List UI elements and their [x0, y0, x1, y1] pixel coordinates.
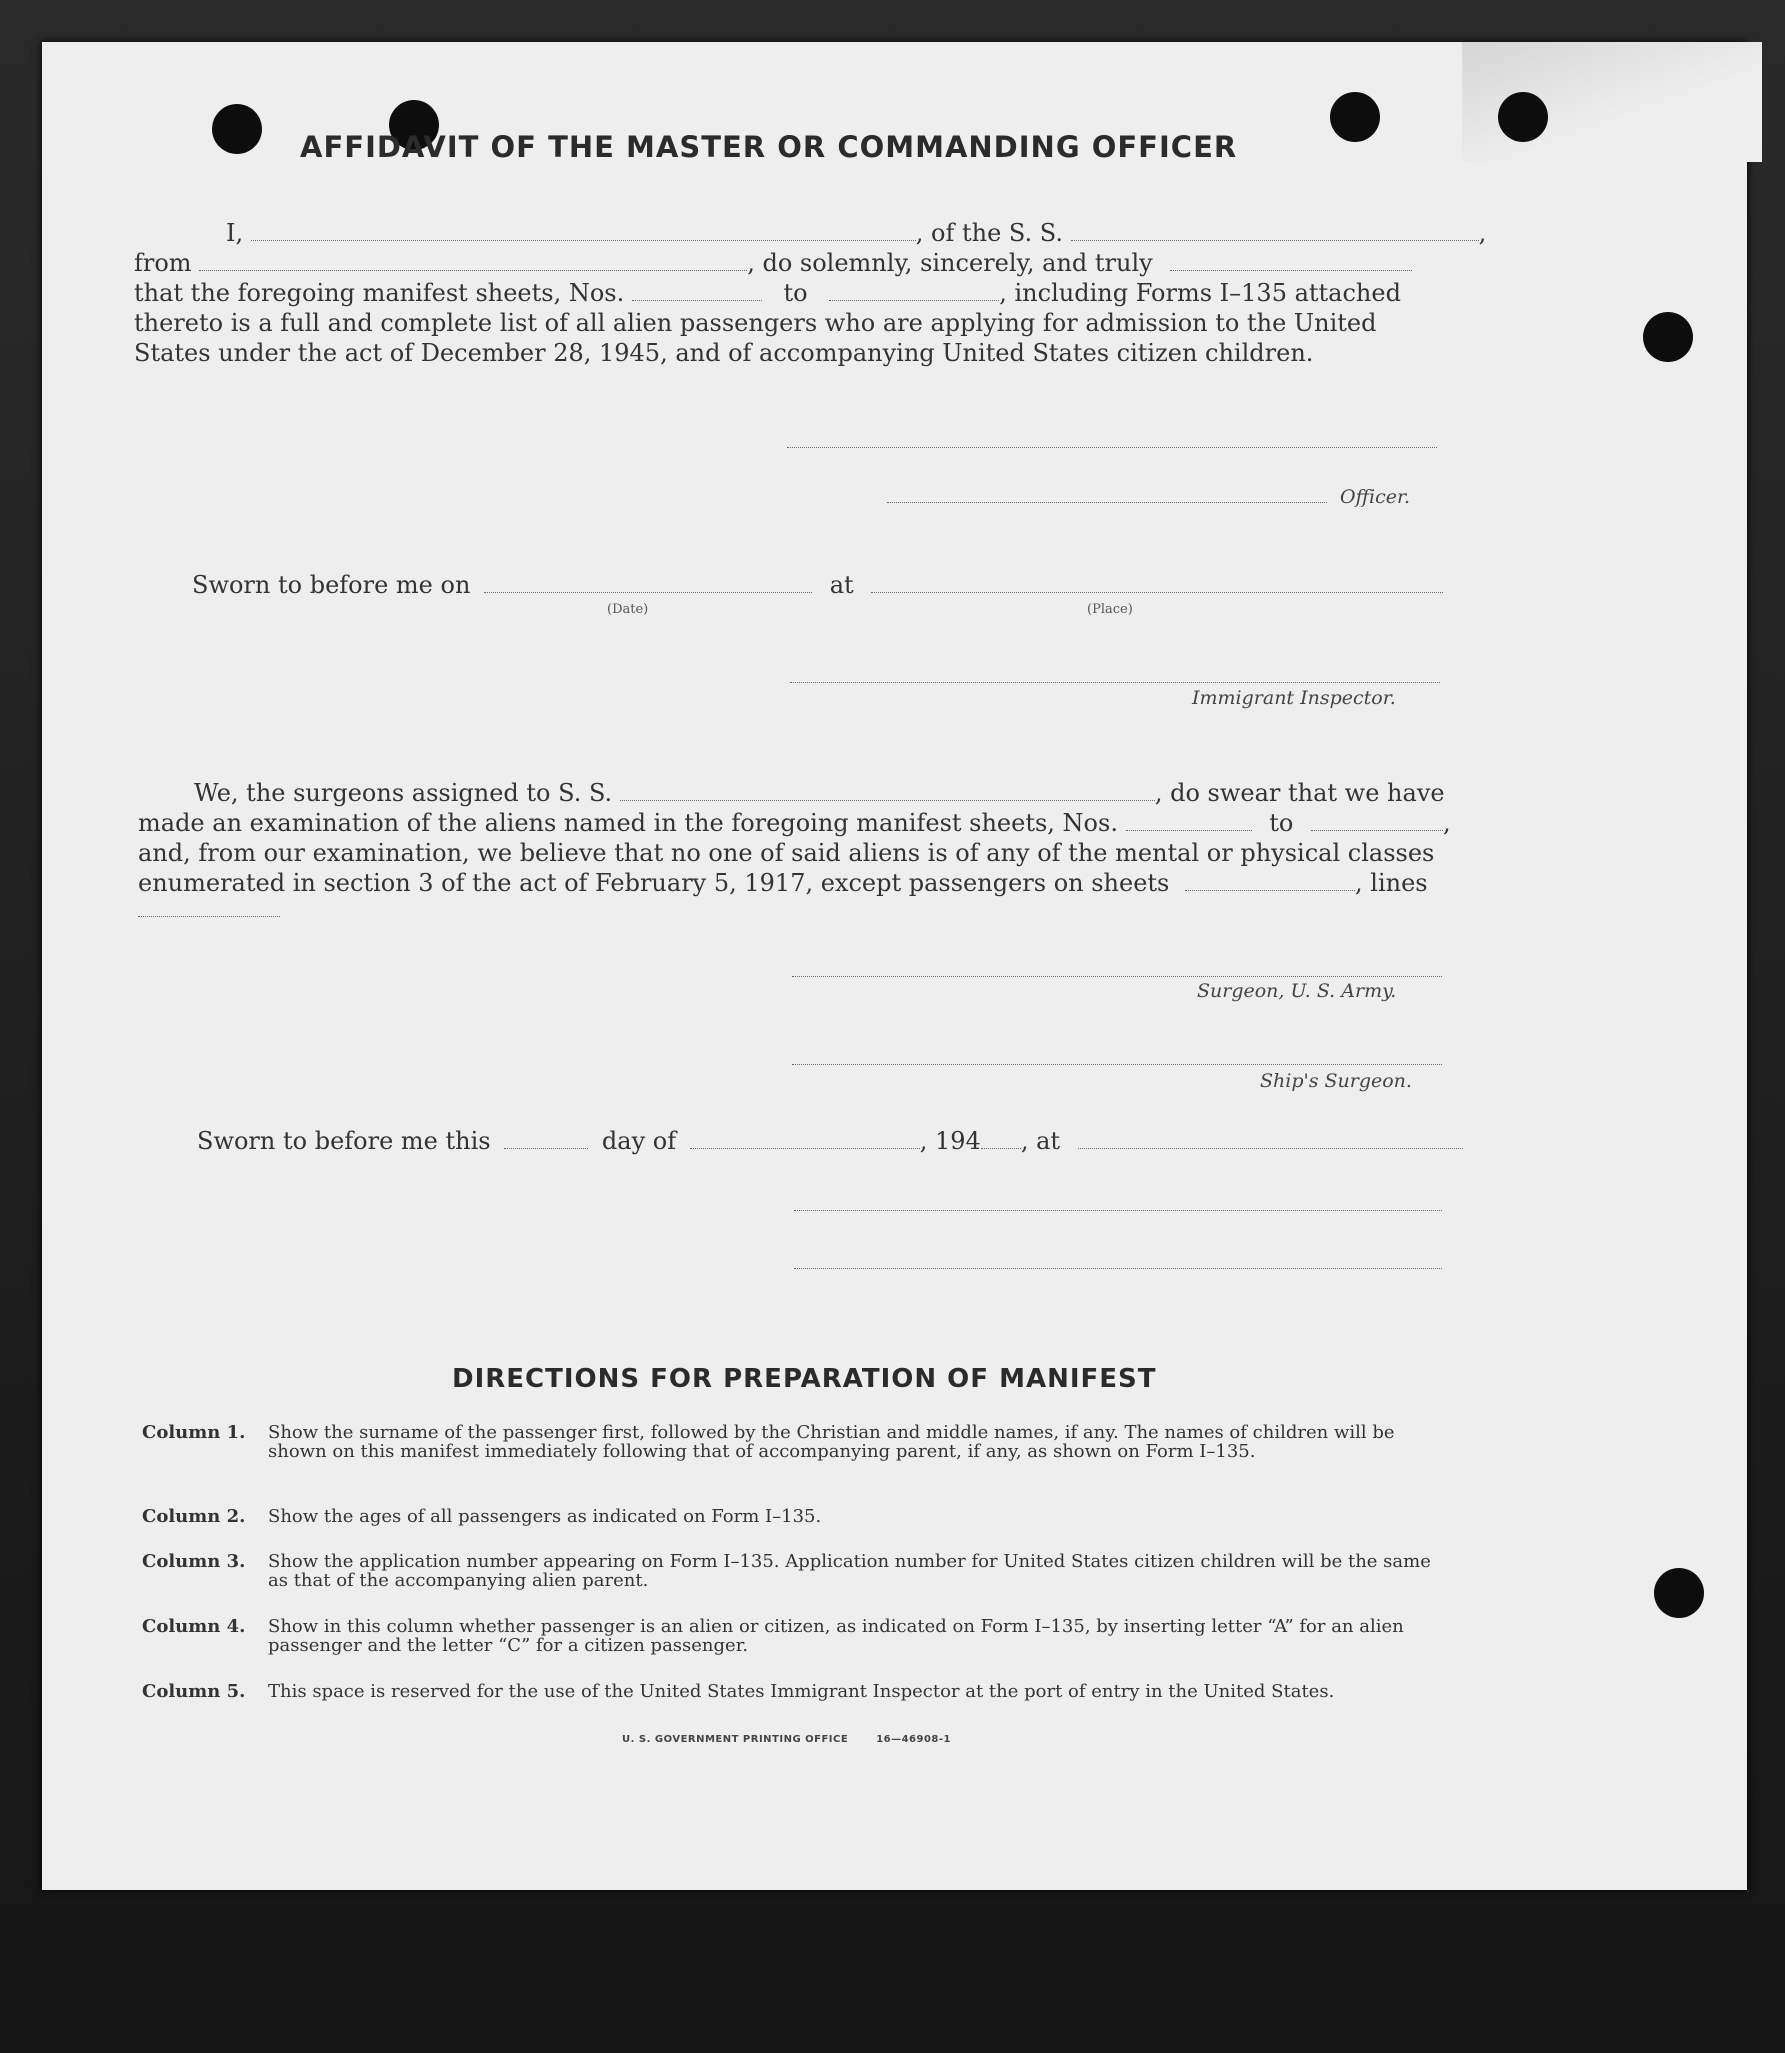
surgeons-line-4: enumerated in section 3 of the act of February 5, 1917, except passengers on sheets , lines [138, 869, 1428, 897]
direction-text: This space is reserved for the use of the United States Immigrant Inspector at the port of entry in the United States. [268, 1681, 1335, 1702]
punch-hole [1643, 312, 1693, 362]
document-page [42, 42, 1747, 1890]
punch-hole [1330, 92, 1380, 142]
army-surgeon-caption: Surgeon, U. S. Army. [1197, 980, 1397, 1002]
direction-text: Show the application number appearing on Form I–135. Application number for United States citizen children will be the same as that of the accompanying alien parent. [268, 1551, 1431, 1591]
oath-field[interactable] [1170, 248, 1412, 271]
sheets-to-field[interactable] [829, 278, 999, 301]
affidavit-line-3: that the foregoing manifest sheets, Nos. to , including Forms I–135 attached [134, 279, 1401, 307]
direction-label: Column 4. [142, 1616, 246, 1637]
punch-hole [1654, 1568, 1704, 1618]
direction-label: Column 2. [142, 1506, 246, 1527]
direction-text: Show the ages of all passengers as indicated on Form I–135. [268, 1506, 822, 1527]
ship-name-field[interactable] [1071, 218, 1479, 241]
direction-label: Column 5. [142, 1681, 246, 1702]
sworn-at-field[interactable] [1078, 1126, 1463, 1149]
officer-caption: Officer. [1340, 486, 1411, 508]
from-port-field[interactable] [199, 248, 747, 271]
affidavit-line-5: States under the act of December 28, 1945, and of accompanying United States citizen children. [134, 339, 1314, 367]
army-surgeon-signature-line[interactable] [792, 976, 1442, 977]
date-caption: (Date) [607, 602, 649, 617]
master-signature-line[interactable] [787, 447, 1437, 448]
direction-label: Column 3. [142, 1551, 246, 1572]
surgeons-line-3: and, from our examination, we believe that no one of said aliens is of any of the mental or physical classes [138, 839, 1435, 867]
sworn-date-field[interactable] [484, 570, 812, 593]
ship-surgeon-signature-line[interactable] [792, 1064, 1442, 1065]
exam-sheets-to-field[interactable] [1311, 808, 1443, 831]
surgeons-line-2: made an examination of the aliens named in the foregoing manifest sheets, Nos. to , [138, 809, 1451, 837]
direction-text: Show the surname of the passenger first, followed by the Christian and middle names, if any. The names of children will be shown on this manifest immediately following that of accompanying parent, if any, as shown on Form I–135. [268, 1422, 1395, 1462]
place-caption: (Place) [1087, 602, 1133, 617]
surgeons-line-1: We, the surgeons assigned to S. S. , do swear that we have [194, 779, 1445, 807]
direction-text: Show in this column whether passenger is an alien or citizen, as indicated on Form I–135, by inserting letter “A” for an alien passenger and the letter “C” for a citizen passenger. [268, 1616, 1404, 1656]
sworn-year-field[interactable] [981, 1126, 1021, 1149]
exam-sheets-from-field[interactable] [1126, 808, 1252, 831]
printer-imprint: U. S. GOVERNMENT PRINTING OFFICE 16—46908-1 [622, 1734, 952, 1745]
sworn-place-field[interactable] [871, 570, 1443, 593]
master-name-field[interactable] [251, 218, 916, 241]
sworn-signature-line-2[interactable] [794, 1268, 1442, 1269]
sworn-day-line: Sworn to before me this day of , 194 , at [197, 1126, 1463, 1156]
inspector-caption: Immigrant Inspector. [1192, 687, 1396, 709]
affidavit-line-1: I, , of the S. S. , [226, 219, 1487, 247]
directions-title: DIRECTIONS FOR PREPARATION OF MANIFEST [452, 1364, 1157, 1394]
ship-surgeon-caption: Ship's Surgeon. [1260, 1070, 1412, 1092]
direction-label: Column 1. [142, 1422, 246, 1443]
sworn-month-field[interactable] [690, 1126, 920, 1149]
sheets-from-field[interactable] [632, 278, 762, 301]
surgeons-ship-field[interactable] [620, 778, 1155, 801]
affidavit-line-2: from , do solemnly, sincerely, and truly [134, 248, 1412, 278]
except-sheets-field[interactable] [1185, 868, 1355, 891]
sworn-day-field[interactable] [504, 1126, 588, 1149]
affidavit-line-4: thereto is a full and complete list of all alien passengers who are applying for admission to the United [134, 309, 1377, 337]
sworn-date-line: Sworn to before me on at [192, 570, 1443, 600]
inspector-signature-line[interactable] [790, 682, 1440, 683]
affidavit-title: AFFIDAVIT OF THE MASTER OR COMMANDING OFFICER [300, 130, 1238, 164]
sworn-signature-line-1[interactable] [794, 1210, 1442, 1211]
except-lines-field[interactable] [138, 916, 280, 917]
officer-title-line[interactable] [887, 502, 1327, 503]
punch-hole [1498, 92, 1548, 142]
punch-hole [212, 104, 262, 154]
